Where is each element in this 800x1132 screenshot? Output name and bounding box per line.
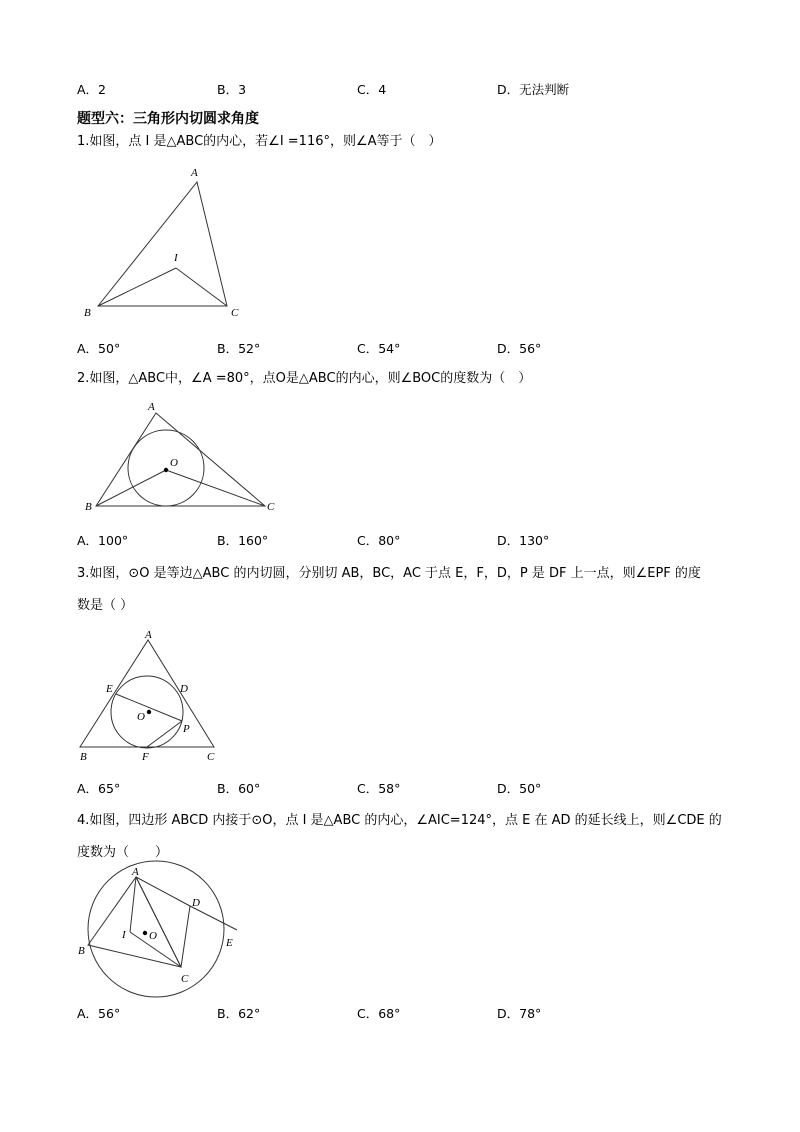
q4-label-b: B (78, 945, 85, 957)
q4-option-c: C．68° (357, 1006, 401, 1021)
q3-label-o: O (137, 711, 145, 723)
q2-label-c: C (267, 501, 275, 513)
q3-label-b: B (80, 751, 87, 763)
q2-option-d: D．130° (497, 533, 550, 548)
q2-label-o: O (170, 457, 178, 469)
q4-label-e: E (226, 937, 233, 949)
q2-option-a: A．100° (77, 533, 129, 548)
q4-option-d: D．78° (497, 1006, 542, 1021)
prev-option-a: A．2 (77, 82, 107, 97)
q4-center-dot (143, 931, 147, 935)
prev-option-d: D．无法判断 (497, 82, 570, 97)
question-3-text-line1: 3.如图，⊙O 是等边△ABC 的内切圆，分别切 AB，BC，AC 于点 E，F，D，P 是 DF 上一点，则∠EPF 的度 (77, 566, 701, 581)
q4-label-i: I (122, 929, 126, 941)
q4-label-a: A (132, 866, 139, 878)
q2-option-b: B．160° (217, 533, 269, 548)
prev-option-c: C．4 (357, 82, 387, 97)
question-3-text-line2: 数是（ ） (77, 598, 134, 613)
q3-label-p: P (183, 723, 190, 735)
q1-label-a: A (191, 167, 198, 179)
q4-option-b: B．62° (217, 1006, 261, 1021)
q3-label-a: A (145, 629, 152, 641)
q4-option-a: A．56° (77, 1006, 121, 1021)
q2-label-a: A (148, 401, 155, 413)
q3-label-d: D (180, 683, 188, 695)
q1-label-c: C (231, 307, 239, 319)
q4-label-d: D (192, 897, 200, 909)
q3-option-d: D．50° (497, 781, 542, 796)
q1-option-b: B．52° (217, 341, 261, 356)
q1-label-i: I (174, 252, 178, 264)
question-2-text: 2.如图，△ABC中，∠A =80°，点O是△ABC的内心，则∠BOC的度数为（ ） (77, 371, 532, 386)
question-4-text-line1: 4.如图，四边形 ABCD 内接于⊙O，点 I 是△ABC 的内心，∠AIC=124°，点 E 在 AD 的延长线上，则∠CDE 的 (77, 813, 722, 828)
q4-label-c: C (181, 973, 189, 985)
q3-option-a: A．65° (77, 781, 121, 796)
q1-option-d: D．56° (497, 341, 542, 356)
q3-option-c: C．58° (357, 781, 401, 796)
q3-label-e: E (106, 683, 113, 695)
question-1-text: 1.如图，点 I 是△ABC的内心，若∠I =116°，则∠A等于（ ） (77, 134, 442, 149)
q3-label-f: F (142, 751, 149, 763)
q1-option-a: A．50° (77, 341, 121, 356)
q3-option-b: B．60° (217, 781, 261, 796)
q2-label-b: B (85, 501, 92, 513)
q2-option-c: C．80° (357, 533, 401, 548)
section-title: 题型六：三角形内切圆求角度 (77, 111, 259, 127)
q1-option-c: C．54° (357, 341, 401, 356)
question-4-text-line2: 度数为（ ） (77, 845, 169, 860)
prev-option-b: B．3 (217, 82, 247, 97)
q1-label-b: B (84, 307, 91, 319)
q3-label-c: C (207, 751, 215, 763)
q4-label-o: O (149, 930, 157, 942)
